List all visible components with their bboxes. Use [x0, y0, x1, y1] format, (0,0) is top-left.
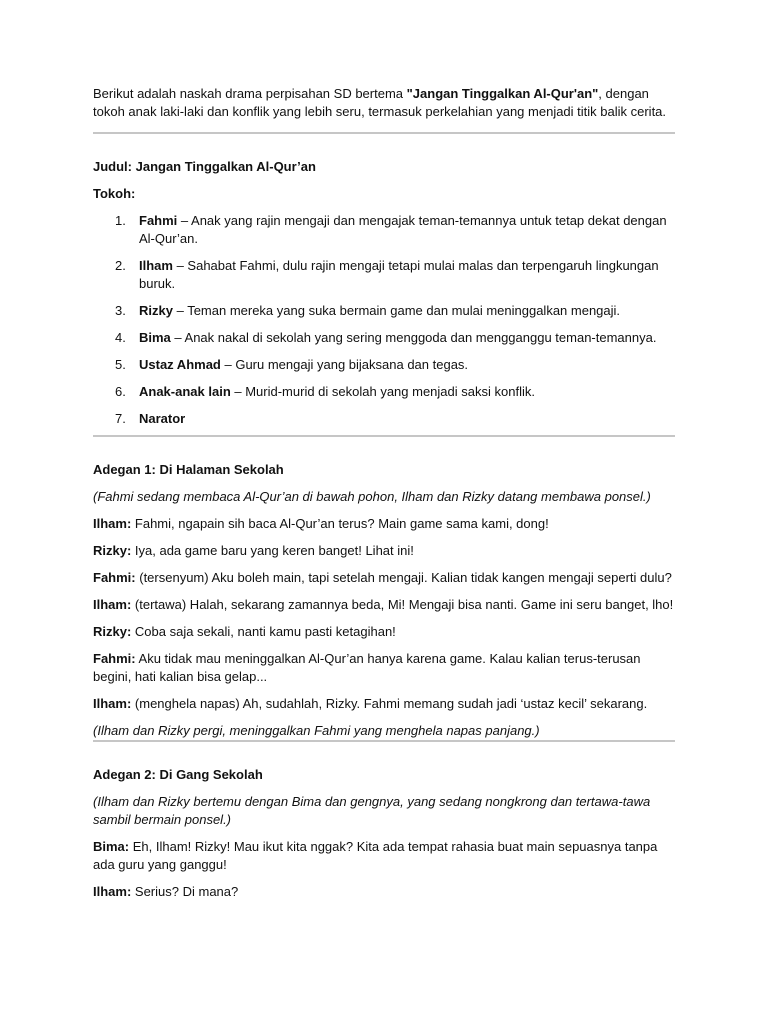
- dialogue-text: Coba saja sekali, nanti kamu pasti ketagihan!: [131, 624, 396, 639]
- cast-name: Anak-anak lain: [139, 384, 231, 399]
- cast-number: 4.: [115, 330, 126, 345]
- script-title: Judul: Jangan Tinggalkan Al-Qur’an: [93, 159, 316, 174]
- dialogue-text: Iya, ada game baru yang keren banget! Lihat ini!: [131, 543, 414, 558]
- intro-text-start: Berikut adalah naskah drama perpisahan SD bertema: [93, 86, 407, 101]
- cast-number: 7.: [115, 411, 126, 426]
- cast-item: [93, 356, 675, 374]
- dialogue-line: [93, 596, 675, 614]
- speaker-name: Bima:: [93, 839, 130, 854]
- cast-item: [93, 212, 675, 248]
- cast-description: – Guru mengaji yang bijaksana dan tegas.: [220, 357, 469, 372]
- scene-1-closing-direction: (Ilham dan Rizky pergi, meninggalkan Fahmi yang menghela napas panjang.): [93, 723, 540, 738]
- speaker-name: Fahmi:: [93, 651, 136, 666]
- dialogue-line: [93, 883, 675, 901]
- cast-description: – Teman mereka yang suka bermain game dan mulai meninggalkan mengaji.: [172, 303, 621, 318]
- dialogue-line: [93, 650, 675, 686]
- cast-description: – Anak yang rajin mengaji dan mengajak teman-temannya untuk tetap dekat dengan Al-Qur’an.: [139, 213, 667, 246]
- cast-label: Tokoh:: [93, 186, 136, 201]
- cast-list: [93, 212, 675, 428]
- scene-1-stage-direction: (Fahmi sedang membaca Al-Qur’an di bawah pohon, Ilham dan Rizky datang membawa ponsel.): [93, 489, 651, 504]
- cast-description: – Murid-murid di sekolah yang menjadi saksi konflik.: [230, 384, 535, 399]
- cast-description: – Sahabat Fahmi, dulu rajin mengaji tetapi mulai malas dan terpengaruh lingkungan buruk.: [139, 258, 659, 291]
- scene-2-stage-direction: (Ilham dan Rizky bertemu dengan Bima dan gengnya, yang sedang nongkrong dan tertawa-tawa sambil bermain ponsel.): [93, 794, 651, 827]
- document-content: [93, 85, 675, 901]
- cast-name: Bima: [139, 330, 171, 345]
- cast-name: Fahmi: [139, 213, 178, 228]
- separator-line: [93, 435, 675, 437]
- scene-2-title: Adegan 2: Di Gang Sekolah: [93, 767, 263, 782]
- dialogue-text: Eh, Ilham! Rizky! Mau ikut kita nggak? Kita ada tempat rahasia buat main sepuasnya tanpa ada guru yang ganggu!: [93, 839, 658, 872]
- intro-paragraph: [93, 85, 675, 121]
- dialogue-line: [93, 695, 675, 713]
- cast-item: [93, 383, 675, 401]
- intro-theme: "Jangan Tinggalkan Al-Qur'an": [406, 86, 599, 101]
- dialogue-text: Serius? Di mana?: [131, 884, 239, 899]
- speaker-name: Rizky:: [93, 624, 132, 639]
- cast-item: [93, 329, 675, 347]
- dialogue-line: [93, 569, 675, 587]
- speaker-name: Fahmi:: [93, 570, 136, 585]
- cast-item: [93, 257, 675, 293]
- cast-name: Rizky: [139, 303, 173, 318]
- speaker-name: Ilham:: [93, 696, 132, 711]
- dialogue-line: [93, 515, 675, 533]
- cast-number: 3.: [115, 303, 126, 318]
- cast-description: – Anak nakal di sekolah yang sering menggoda dan mengganggu teman-temannya.: [170, 330, 657, 345]
- dialogue-line: [93, 838, 675, 874]
- dialogue-text: Fahmi, ngapain sih baca Al-Qur’an terus? Main game sama kami, dong!: [131, 516, 549, 531]
- dialogue-line: [93, 623, 675, 641]
- speaker-name: Ilham:: [93, 597, 132, 612]
- speaker-name: Ilham:: [93, 884, 132, 899]
- separator-line: [93, 740, 675, 742]
- scene-1-title: Adegan 1: Di Halaman Sekolah: [93, 462, 284, 477]
- cast-number: 6.: [115, 384, 126, 399]
- cast-name: Ilham: [139, 258, 173, 273]
- dialogue-text: (tertawa) Halah, sekarang zamannya beda, Mi! Mengaji bisa nanti. Game ini seru banget, lho!: [131, 597, 674, 612]
- intro-text-end: , dengan tokoh anak laki-laki dan konflik yang lebih seru, termasuk perkelahian yang menjadi titik balik cerita.: [93, 86, 667, 119]
- speaker-name: Rizky:: [93, 543, 132, 558]
- dialogue-text: (menghela napas) Ah, sudahlah, Rizky. Fahmi memang sudah jadi ‘ustaz kecil’ sekarang.: [131, 696, 648, 711]
- cast-number: 5.: [115, 357, 126, 372]
- separator-line: [93, 132, 675, 134]
- dialogue-text: (tersenyum) Aku boleh main, tapi setelah mengaji. Kalian tidak kangen mengaji seperti dulu?: [135, 570, 672, 585]
- cast-name: Narator: [139, 411, 186, 426]
- cast-name: Ustaz Ahmad: [139, 357, 221, 372]
- cast-item: [93, 302, 675, 320]
- speaker-name: Ilham:: [93, 516, 132, 531]
- dialogue-line: [93, 542, 675, 560]
- cast-number: 2.: [115, 258, 126, 273]
- cast-number: 1.: [115, 213, 126, 228]
- cast-item: [93, 410, 675, 428]
- dialogue-text: Aku tidak mau meninggalkan Al-Qur’an hanya karena game. Kalau kalian terus-terusan begini, hati kalian bisa gelap...: [93, 651, 641, 684]
